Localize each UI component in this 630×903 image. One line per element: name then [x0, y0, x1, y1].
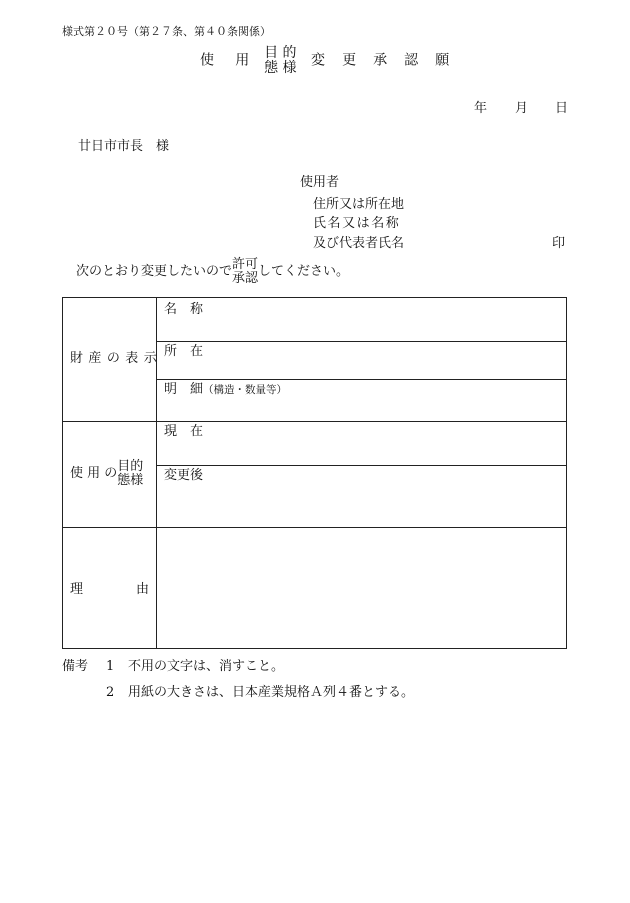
form-number: 様式第２０号（第２７条、第４０条関係）	[62, 25, 271, 38]
title-stack-bottom: 態 様	[264, 59, 297, 76]
usage-stack-top: 目的	[117, 459, 144, 474]
applicant-name-label: 氏名又は名称	[313, 216, 401, 231]
request-sentence	[76, 258, 349, 285]
note-2-number: 2	[106, 685, 115, 700]
note-1-text: 不用の文字は、消すこと。	[128, 659, 285, 674]
request-stack	[232, 258, 258, 285]
row-divider-property	[63, 421, 566, 422]
request-before: 次のとおり変更したいので	[76, 264, 233, 280]
date-month: 月	[515, 101, 529, 116]
note-2-text: 用紙の大きさは、日本産業規格Ａ列４番とする。	[128, 685, 415, 700]
usage-stack-bottom: 態様	[117, 472, 144, 488]
reason-label-right: 由	[136, 582, 150, 597]
title-part1: 使 用	[200, 52, 258, 69]
application-table	[62, 297, 567, 649]
details-field	[164, 383, 287, 396]
after-change-field-label: 変更後	[164, 468, 204, 483]
request-stack-top: 許可	[232, 257, 259, 272]
addressee: 廿日市市長 様	[78, 139, 170, 154]
date-year: 年	[474, 101, 488, 116]
details-field-label: 明 細	[164, 382, 204, 397]
title-stack-top: 目 的	[264, 45, 297, 61]
applicant-address-label: 住所又は所在地	[313, 197, 405, 212]
applicant-heading: 使用者	[300, 175, 340, 190]
request-stack-bottom: 承認	[232, 270, 259, 286]
page-title	[200, 46, 456, 75]
notes-label: 備考	[62, 659, 89, 674]
title-part2: 変 更 承 認 願	[311, 52, 456, 69]
note-1-number: 1	[106, 659, 115, 674]
date-day: 日	[555, 101, 569, 116]
applicant-rep-label: 及び代表者氏名	[313, 236, 405, 251]
property-label: 財 産 の 表 示	[70, 351, 158, 366]
row-divider-usage	[63, 527, 566, 528]
usage-label-text: 使 用 の	[70, 466, 118, 482]
seal-mark: 印	[552, 236, 566, 251]
name-field-label: 名 称	[164, 302, 204, 317]
current-field-label: 現 在	[164, 424, 204, 439]
title-stack	[264, 46, 296, 75]
usage-stack	[117, 460, 143, 487]
subrow-divider-name	[156, 341, 566, 342]
subrow-divider-location	[156, 379, 566, 380]
subrow-divider-current	[156, 465, 566, 466]
usage-label	[70, 460, 143, 487]
reason-label-left: 理	[70, 582, 84, 597]
request-after: してください。	[258, 264, 350, 280]
location-field-label: 所 在	[164, 344, 204, 359]
details-note: （構造・数量等）	[203, 384, 288, 396]
